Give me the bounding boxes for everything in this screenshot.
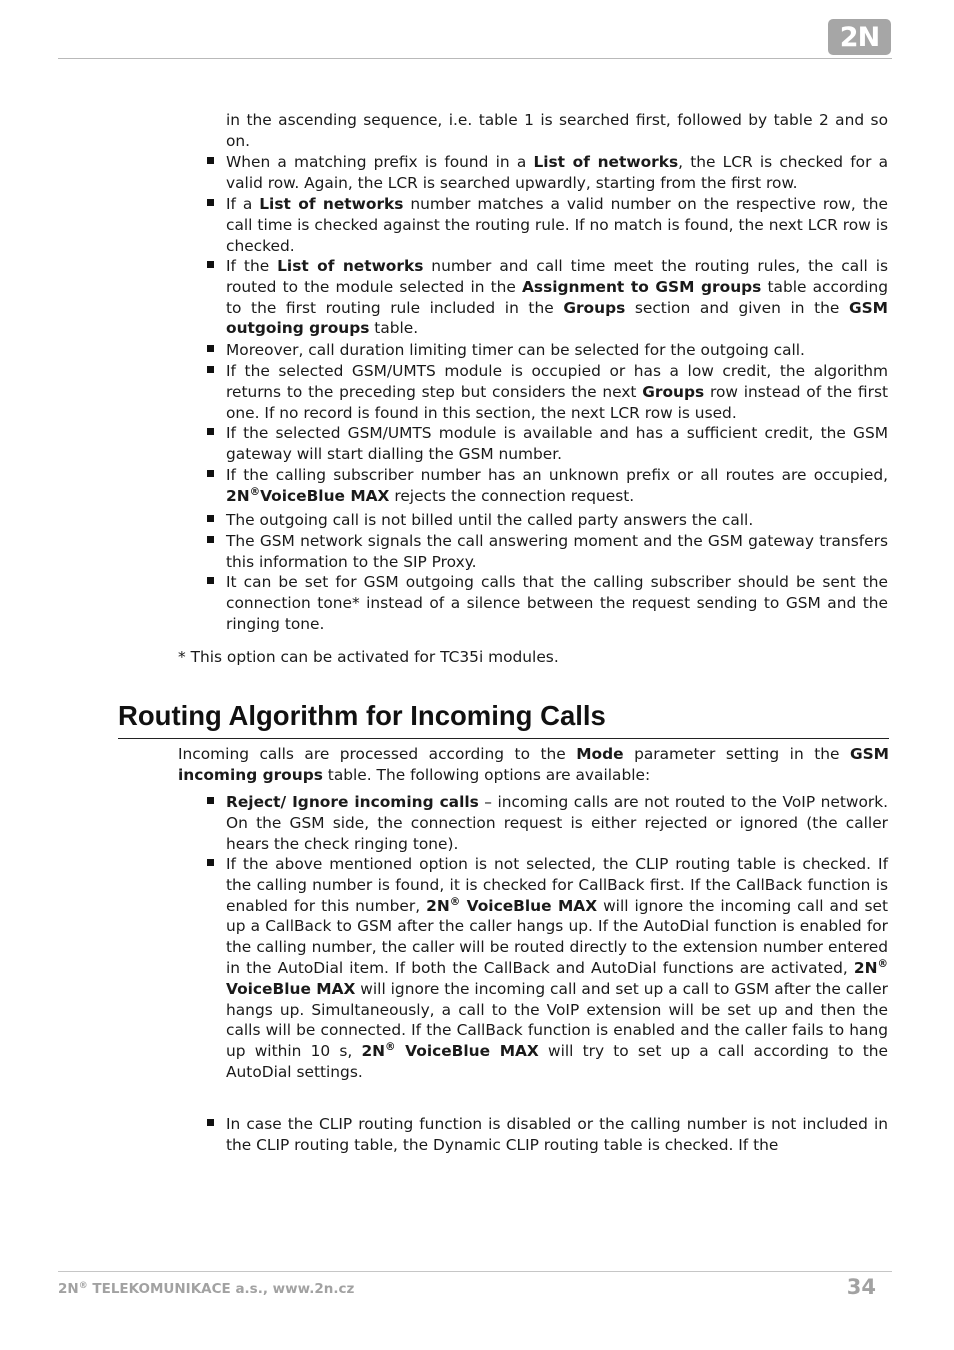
- text-run: number matches a valid number on the respective row, the call time is checked against the routing rule. If no match is found, the next LCR row is checked.: [226, 195, 888, 255]
- brand-logo-text: 2N: [839, 21, 880, 53]
- bullet-marker: [207, 261, 214, 268]
- page-number: 34: [846, 1275, 876, 1299]
- text-run: If the selected GSM/UMTS module is available and has a sufficient credit, the GSM gateway will start dialling the GSM number.: [226, 424, 888, 463]
- text-run: In case the CLIP routing function is disabled or the calling number is not included in the CLIP routing table, the Dynamic CLIP routing table is checked. If the: [226, 1115, 888, 1154]
- bullet-marker: [207, 199, 214, 206]
- bullet-marker: [207, 428, 214, 435]
- bullet-marker: [207, 157, 214, 164]
- header-rule: [58, 58, 892, 59]
- footer-brand: 2N: [58, 1281, 79, 1297]
- text-run: If a: [226, 195, 260, 213]
- bold-term: List of networks: [277, 257, 424, 275]
- text-run: parameter setting in the: [623, 745, 850, 763]
- text-run: It can be set for GSM outgoing calls that the calling subscriber should be sent the connection tone* instead of a silence between the request sending to GSM and the ringing tone.: [226, 573, 888, 633]
- footnote: * This option can be activated for TC35i modules.: [178, 648, 559, 666]
- registered-mark: ®: [385, 1041, 396, 1054]
- text-run: If the above mentioned option is not selected, the CLIP routing table is checked. If the calling number is found, it is checked for CallBack first. If the CallBack function is enabled for this number,: [226, 855, 888, 915]
- text-run: Moreover, call duration limiting timer can be selected for the outgoing call.: [226, 341, 805, 359]
- list-item: [226, 152, 888, 194]
- text-run: – incoming calls are not routed to the VoIP network. On the GSM side, the connection request is either rejected or ignored (the caller hears the check ringing tone).: [226, 793, 889, 853]
- intro-continuation: in the ascending sequence, i.e. table 1 is searched first, followed by table 2 and so on.: [226, 111, 888, 150]
- text-run: number and call time meet the routing rules, the call is routed to the module selected in the: [226, 257, 888, 296]
- list-item: [226, 361, 888, 423]
- bullet-marker: [207, 536, 214, 543]
- text-run: If the: [226, 257, 278, 275]
- bullet-marker: [207, 470, 214, 477]
- bold-term: GSM outgoing groups: [226, 298, 889, 338]
- list-item: [226, 465, 888, 507]
- bullet-marker: [207, 577, 214, 584]
- list-item: [226, 510, 888, 531]
- registered-mark: ®: [449, 895, 461, 908]
- list-item: [226, 423, 888, 465]
- bullet-marker: [207, 366, 214, 373]
- bold-term: GSM incoming groups: [178, 745, 889, 784]
- bullet-marker: [207, 1119, 214, 1126]
- bold-term: Groups: [642, 382, 705, 401]
- list-item: [226, 531, 888, 573]
- text-run: will try to set up a call according to the AutoDial settings.: [226, 1042, 888, 1081]
- text-run: When a matching prefix is found in a: [226, 153, 534, 171]
- bold-term: Assignment to GSM groups: [522, 277, 762, 296]
- text-run: If the selected GSM/UMTS module is occupied or has a low credit, the algorithm returns to the preceding step but considers the next: [226, 362, 888, 401]
- bold-term: VoiceBlue MAX: [226, 979, 356, 998]
- text-run: The GSM network signals the call answering moment and the GSM gateway transfers this information to the SIP Proxy.: [226, 532, 888, 571]
- bold-term: 2N: [361, 1042, 386, 1061]
- text-run: rejects the connection request.: [389, 486, 635, 505]
- list-item: [226, 854, 888, 1083]
- bold-term: 2N: [853, 958, 878, 977]
- footer-company: [58, 1280, 354, 1298]
- bold-term: List of networks: [533, 153, 679, 171]
- bold-term: VoiceBlue MAX: [460, 896, 598, 915]
- incoming-intro: [178, 744, 889, 786]
- text-run: , the LCR is checked for a valid row. Again, the LCR is searched upwardly, starting from the first row.: [226, 153, 889, 192]
- text-run: will ignore the incoming call and set up a CallBack to GSM after the caller hangs up. If the AutoDial function is enabled for the calling number, the caller will be routed directly to the extension number entered in the AutoDial item. If both the CallBack and AutoDial functions are activated,: [226, 896, 888, 977]
- text-run: section and given in the: [625, 298, 849, 317]
- text-run: If the calling subscriber number has an unknown prefix or all routes are occupied,: [226, 466, 888, 484]
- footer-rule: [58, 1271, 892, 1272]
- text-run: Incoming calls are processed according to the: [178, 745, 577, 763]
- bullet-marker: [207, 345, 214, 352]
- footer-registered-mark: ®: [78, 1281, 88, 1292]
- bold-term: List of networks: [259, 195, 404, 213]
- heading-rule: [118, 738, 889, 739]
- text-run: table.: [369, 319, 419, 338]
- registered-mark: ®: [249, 486, 261, 499]
- bullet-marker: [207, 859, 214, 866]
- list-item: [226, 194, 888, 256]
- bold-term: Groups: [563, 298, 626, 317]
- list-item: [226, 1114, 888, 1156]
- bold-term: 2N: [426, 896, 450, 915]
- list-item: [226, 792, 888, 854]
- registered-mark: ®: [877, 958, 888, 971]
- footer-company-text: TELEKOMUNIKACE a.s., www.2n.cz: [87, 1281, 355, 1297]
- bullet-marker: [207, 515, 214, 522]
- bold-term: Mode: [576, 745, 624, 763]
- list-item: [226, 256, 888, 339]
- section-heading: Routing Algorithm for Incoming Calls: [118, 700, 606, 731]
- list-item: [226, 340, 888, 361]
- bold-term: Reject/ Ignore incoming calls: [226, 793, 479, 811]
- list-item: [226, 572, 888, 634]
- text-run: table according to the first routing rule included in the: [226, 277, 888, 317]
- text-run: will ignore the incoming call and set up a call to GSM after the caller hangs up. Simultaneously, a call to the VoIP extension will be set up and then the calls will be connected. If the CallBack function is enabled and the caller fails to hang up within 10 s,: [226, 979, 888, 1061]
- text-run: row instead of the first one. If no record is found in this section, the next LCR row is used.: [226, 382, 888, 422]
- bullet-marker: [207, 797, 214, 804]
- bold-term: VoiceBlue MAX: [260, 486, 390, 505]
- text-run: The outgoing call is not billed until the called party answers the call.: [226, 511, 754, 529]
- brand-logo: [828, 19, 891, 55]
- bold-term: VoiceBlue MAX: [395, 1042, 539, 1061]
- text-run: table. The following options are available:: [322, 765, 651, 784]
- bold-term: 2N: [226, 486, 250, 505]
